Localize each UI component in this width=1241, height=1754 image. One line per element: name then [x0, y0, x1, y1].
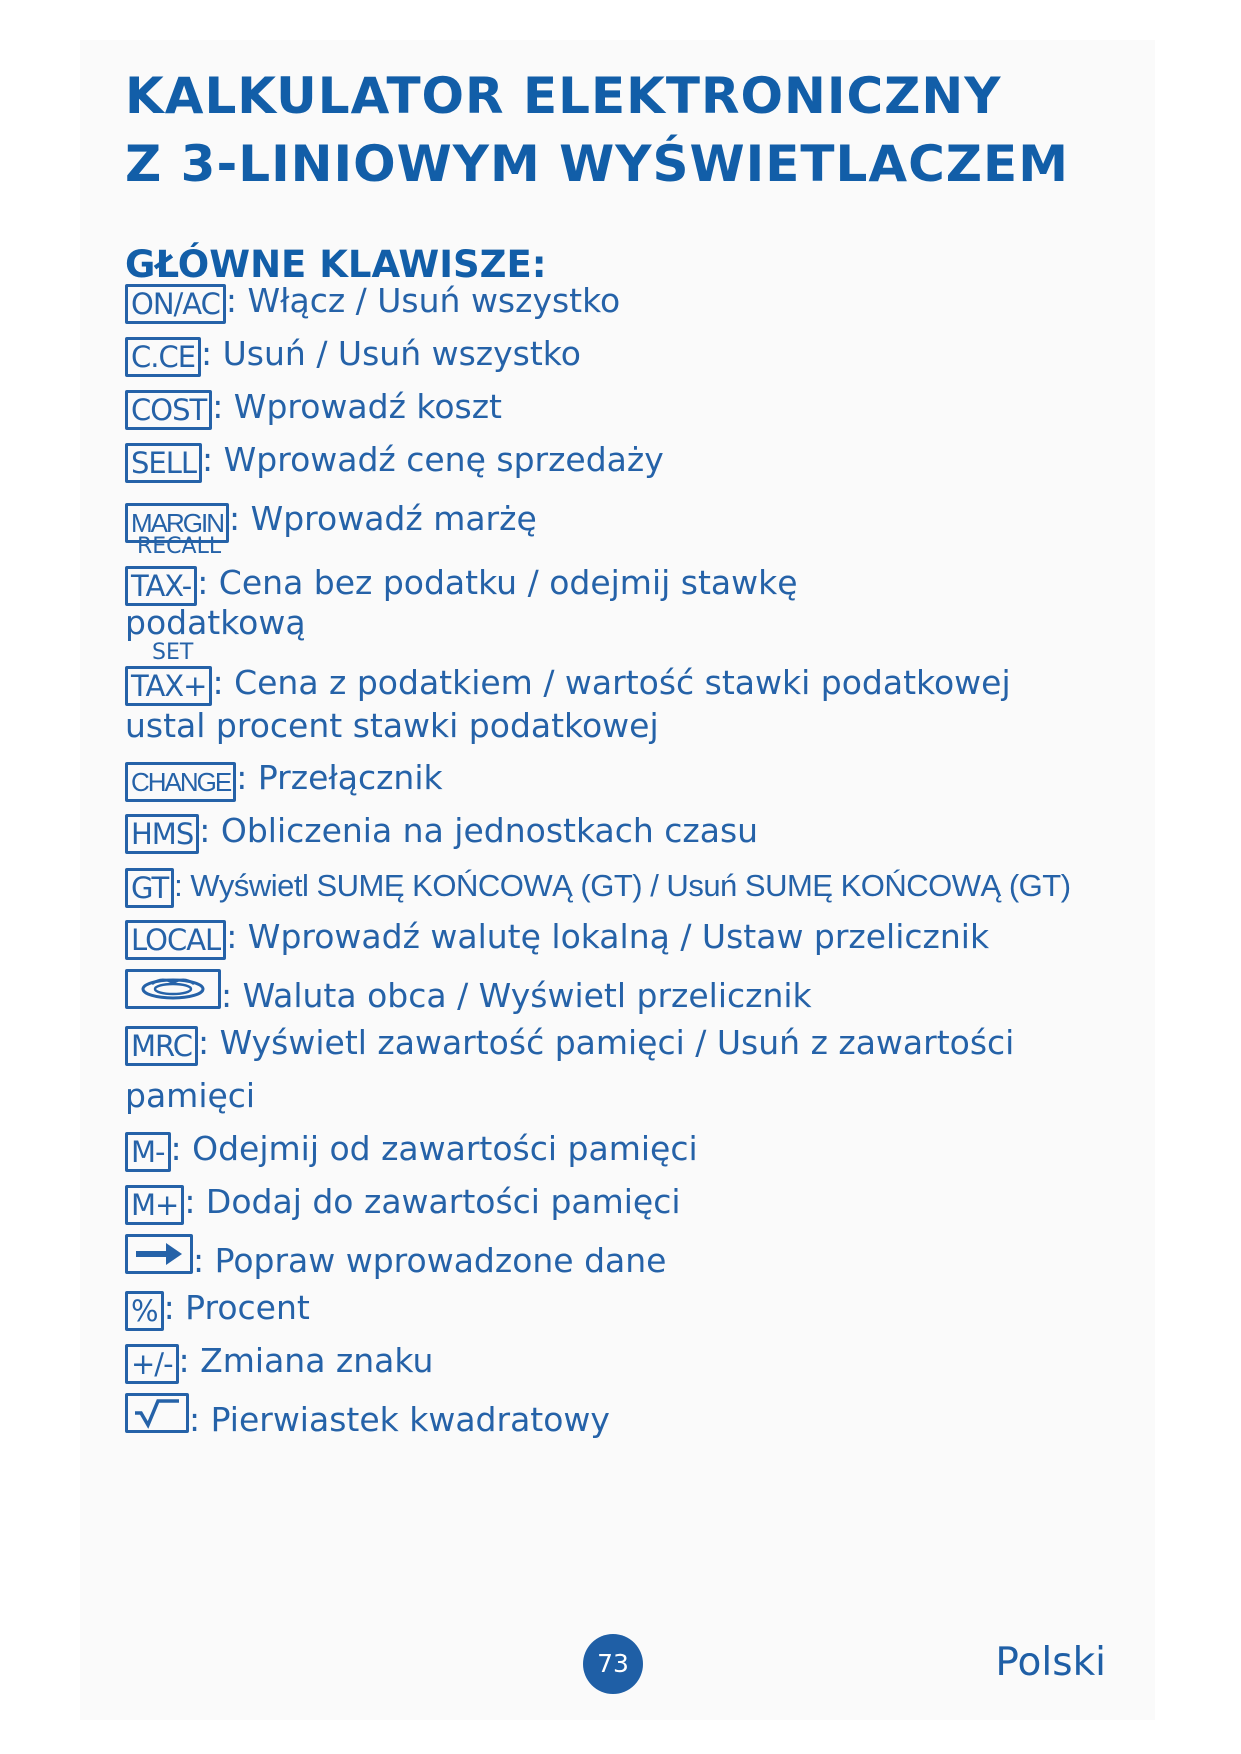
key-description-continued: ustal procent stawki podatkowej [125, 706, 659, 745]
key-description: : Popraw wprowadzone dane [193, 1241, 667, 1280]
key-description: : Włącz / Usuń wszystko [225, 281, 621, 320]
key-description: : Dodaj do zawartości pamięci [184, 1182, 681, 1221]
language-label: Polski [995, 1640, 1106, 1685]
key-description: : Odejmij od zawartości pamięci [170, 1129, 698, 1168]
key-tax-minus: TAX- [125, 566, 197, 606]
key-entry-backspace [125, 1234, 1125, 1282]
key-secondary-label-set: SET [152, 640, 194, 665]
key-description: : Wyświetl zawartość pamięci / Usuń z zawartości [197, 1023, 1015, 1062]
key-change: CHANGE [125, 762, 236, 802]
key-description: : Cena bez podatku / odejmij stawkę [197, 563, 798, 602]
key-margin: MARGIN [125, 503, 229, 543]
key-description: : Wprowadź koszt [212, 387, 502, 426]
key-entry-percent [125, 1287, 1125, 1331]
key-description: : Usuń / Usuń wszystko [201, 334, 581, 373]
key-gt: GT [125, 868, 174, 908]
key-on-ac: ON/AC [125, 284, 226, 324]
key-entry-square-root [125, 1393, 1125, 1441]
key-secondary-label-recall: RECALL [137, 534, 222, 559]
key-hms: HMS [125, 814, 199, 854]
key-entry-mrc [125, 1022, 1125, 1066]
key-entry-margin [125, 498, 1125, 543]
key-mrc: MRC [125, 1026, 198, 1066]
key-sell: SELL [125, 443, 202, 483]
key-description: : Zmiana znaku [178, 1341, 434, 1380]
key-entry-m-minus [125, 1128, 1125, 1172]
page-number: 73 [583, 1634, 643, 1694]
key-description-continued: podatkową [125, 603, 306, 642]
key-description: : Pierwiastek kwadratowy [189, 1400, 610, 1439]
sqrt-icon [125, 1393, 189, 1433]
key-description: : Wprowadź cenę sprzedaży [202, 440, 664, 479]
key-description: : Obliczenia na jednostkach czasu [199, 811, 759, 850]
key-entry-tax-minus [125, 562, 1125, 606]
key-description: : Wyświetl SUMĘ KOŃCOWĄ (GT) / Usuń SUMĘ KOŃCOWĄ (GT) [174, 868, 1071, 903]
key-m-minus: M- [125, 1132, 171, 1172]
key-entry-tax-plus [125, 662, 1125, 706]
key-entry-change [125, 757, 1125, 802]
key-cost: COST [125, 390, 212, 430]
key-description: : Wprowadź walutę lokalną / Ustaw przelicznik [226, 917, 990, 956]
key-description: : Przełącznik [236, 758, 443, 797]
key-tax-plus: TAX+ [125, 666, 212, 706]
key-entry-sell [125, 439, 1125, 483]
key-description: : Procent [163, 1288, 310, 1327]
key-description: : Wprowadź marżę [229, 499, 537, 538]
key-entry-cost [125, 386, 1125, 430]
key-c-ce: C.CE [125, 337, 201, 377]
key-entry-local [125, 916, 1125, 960]
page-title [125, 62, 1069, 198]
key-entry-c-ce [125, 333, 1125, 377]
key-description: : Waluta obca / Wyświetl przelicznik [221, 976, 812, 1015]
key-entry-foreign-currency [125, 969, 1125, 1017]
key-entry-sign-change [125, 1340, 1125, 1384]
key-m-plus: M+ [125, 1185, 184, 1225]
key-entry-on-ac [125, 280, 1125, 324]
key-entry-hms [125, 810, 1125, 854]
key-entry-m-plus [125, 1181, 1125, 1225]
key-entry-gt [125, 864, 1125, 908]
key-description: : Cena z podatkiem / wartość stawki podatkowej [212, 663, 1011, 702]
title-line-2: Z 3-LINIOWYM WYŚWIETLACZEM [125, 135, 1069, 193]
key-percent: % [125, 1291, 164, 1331]
title-line-1: KALKULATOR ELEKTRONICZNY [125, 67, 1002, 125]
currency-icon [125, 969, 221, 1009]
key-local: LOCAL [125, 920, 226, 960]
section-heading: GŁÓWNE KLAWISZE: [125, 243, 547, 286]
arrow-right-icon [125, 1234, 193, 1274]
key-description-continued: pamięci [125, 1076, 256, 1115]
key-plus-minus: +/- [125, 1344, 179, 1384]
